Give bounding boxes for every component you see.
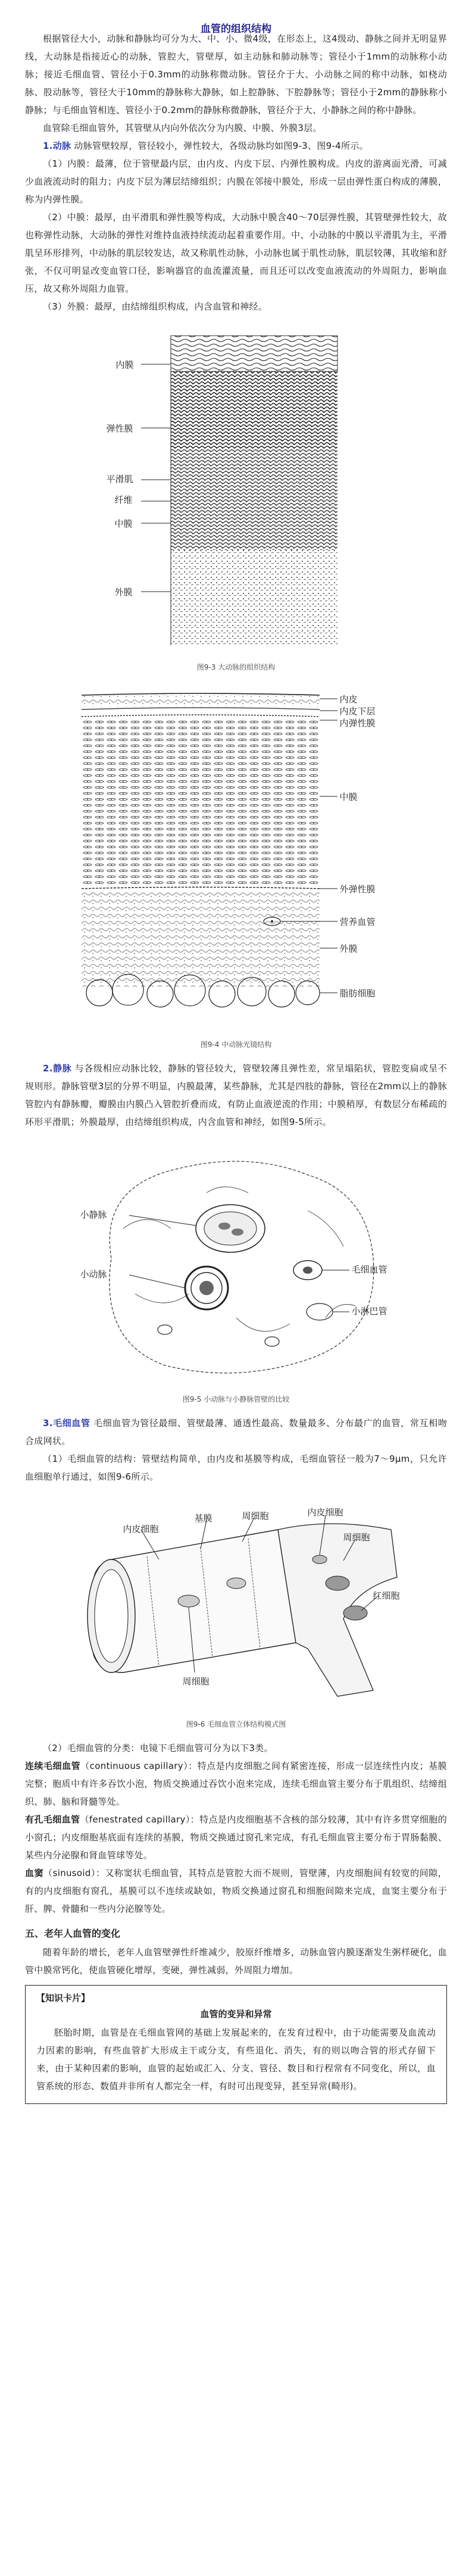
artery-intima: （1）内膜：最薄，位于管壁最内层，由内皮、内皮下层、内弹性膜构成。内皮的游离面光滑，可减少血液流动时的阻力；内皮下层为薄层结缔组织；内膜在邻接中膜处，形成一层由弹性蛋白构成的薄膜，称为内弹性膜。 xyxy=(25,158,447,205)
fig6-label-pericyte-1: 周细胞 xyxy=(242,1511,269,1521)
intro-paragraph: 根据管径大小，动脉和静脉均可分为大、中、小、微4级，在形态上，这4级动、静脉之间并无明显界线，大动脉是指接近心的动脉，管腔大，管壁厚，如主动脉和肺动脉等；管径小于1mm的动脉称小动脉；接近毛细血管、管径小于0.3mm的动脉称微动脉。管径介于大、小动脉之间的称中动脉，如桡动脉、股动脉等，管径大于10mm的静脉称大静脉，如上腔静脉、下腔静脉等；管径小于2mm的静脉称小静脉；与毛细血管相连、管径小于0.2mm的静脉称微静脉，管径介于大、小静脉之间的称中静脉。 xyxy=(25,33,447,115)
fig5-label-capillary: 毛细血管 xyxy=(351,1264,387,1275)
page-title: 血管的组织结构 xyxy=(201,23,271,35)
fig3-label-fiber: 纤维 xyxy=(114,495,133,505)
elderly-paragraph: 随着年龄的增长，老年人血管壁弹性纤维减少，胶原纤维增多，动脉血管内膜逐渐发生粥样硬化，血管中膜常钙化，使血管硬化增厚，变硬，弹性减弱，外周阻力增加。 xyxy=(25,1947,447,1975)
vein-text: 与各级相应动脉比较，静脉的管径较大，管壁较薄且弹性差，常呈塌陷状，管腔变扁或呈不规则形。静脉管壁3层的分界不明显，内膜最薄，某些静脉，尤其是四肢的静脉，管径在2mm以上的静脉管腔内有静脉瓣，瓣膜由内膜凸入管腔折叠而成，有防止血液逆流的作用；中膜稍厚，有数层分布稀疏的环形平滑肌；外膜最厚，由结缔组织构成，内含血管和神经，如图9-5所示。 xyxy=(25,1063,447,1127)
artery-adventitia: （3）外膜：最厚，由结缔组织构成，内含血管和神经。 xyxy=(43,301,268,312)
vein-paragraph xyxy=(25,1059,447,1131)
fig4-label-subendothelium: 内皮下层 xyxy=(339,706,376,717)
knowledge-card xyxy=(25,1985,447,2104)
fig3-label-adventitia: 外膜 xyxy=(114,587,133,598)
figure-9-6 xyxy=(58,1494,415,1732)
fig6-label-red-blood-cell: 红细胞 xyxy=(373,1590,400,1601)
fenestrated-paragraph xyxy=(25,1811,447,1864)
medium-artery-illustration xyxy=(58,683,415,1034)
fig4-caption: 图9-4 中动脉光镜结构 xyxy=(200,1040,272,1049)
continuous-term: 连续毛细血管 xyxy=(25,1761,81,1771)
capillary-heading: 3.毛细血管 xyxy=(43,1418,90,1428)
continuous-paragraph xyxy=(25,1757,447,1811)
capillary-text: 毛细血管为管径最细、管壁最薄、通透性最高、数量最多、分布最广的血管，常互相吻合成网状。 xyxy=(25,1418,448,1446)
large-artery-illustration xyxy=(82,324,391,657)
sinusoid-text: （sinusoid）：又称窦状毛细血管，其特点是管腔大而不规则，管壁薄，内皮细胞间有较宽的间隙，有的内皮细胞有窗孔，基膜可以不连续或缺如，物质交换通过窗孔和细胞间隙来完成，血窦主要分布于肝、脾、骨髓和一些内分泌腺等处。 xyxy=(25,1868,447,1914)
fig4-label-vasa-vasorum: 营养血管 xyxy=(339,917,376,927)
fig3-label-elastic-membrane: 弹性膜 xyxy=(106,423,133,434)
fig4-label-fat-cells: 脂肪细胞 xyxy=(339,988,376,999)
knowledge-card-tag: 【知识卡片】 xyxy=(36,1993,90,2003)
fig3-label-media: 中膜 xyxy=(114,518,133,529)
fig3-label-smooth-muscle: 平滑肌 xyxy=(106,474,133,484)
fenestrated-term: 有孔毛细血管 xyxy=(25,1814,80,1825)
fig4-label-endothelium: 内皮 xyxy=(339,694,358,705)
fig6-label-pericyte-3: 周细胞 xyxy=(182,1676,210,1687)
artery-paragraph xyxy=(25,137,447,155)
figure-9-4 xyxy=(58,683,415,1052)
fenestrated-text: （fenestrated capillary）：特点是内皮细胞基不含核的部分较薄，其中有许多贯穿细胞的小窗孔；内皮细胞基底面有连续的基膜，物质交换通过窗孔来完成，有孔毛细血管主要分布于胃肠黏膜、某些内分泌腺和肾血管球等处。 xyxy=(25,1814,447,1861)
fig3-label-intima: 内膜 xyxy=(115,359,134,370)
knowledge-card-title: 血管的变异和异常 xyxy=(200,2009,272,2019)
artery-media: （2）中膜：最厚，由平滑肌和弹性膜等构成，大动脉中膜含40～70层弹性膜，其管壁弹性较大，故也称弹性动脉，大动脉的弹性对维持血液持续流动起着重要作用。中、小动脉的中膜以平滑肌为主，平滑肌呈环形排列，中动脉的肌层较发达，故又称肌性动脉，小动脉也属于肌性动脉，肌层较薄，其收缩和舒张，不仅可明显改变血管口径，影响器官的血流灌流量，而且还可以改变血液流动的外周阻力，影响血压，故又称外周阻力血管。 xyxy=(25,212,447,294)
vein-heading: 2.静脉 xyxy=(43,1063,72,1074)
figure-9-5 xyxy=(58,1139,415,1407)
sinusoid-term: 血窦 xyxy=(25,1868,44,1878)
elderly-heading: 五、老年人血管的变化 xyxy=(25,1928,121,1939)
continuous-text: （continuous capillary）：特点是内皮细胞之间有紧密连接，形成一层连续性内皮；基膜完整；胞质中有许多吞饮小泡，物质交换通过吞饮小泡来完成，连续毛细血管主要分布于肌组织、结缔组织、肺、脑和肾髓等处。 xyxy=(25,1761,447,1807)
fig4-label-internal-elastic: 内弹性膜 xyxy=(339,718,376,729)
fig5-caption: 图9-5 小动脉与小静脉管壁的比较 xyxy=(182,1395,290,1403)
knowledge-card-text: 胚胎时期，血管是在毛细血管网的基础上发展起来的，在发育过程中，由于功能需要及血流动力因素的影响，有些血管扩大形成主干或分支，有些退化、消失，有的则以吻合管的形式存留下来，由于某种因素的影响，血管的起始或汇入、分支、管径、数目和行程常有不同变化，所以，血管系统的形态、数值并非所有人都完全一样，有时可出现变异，甚至异常(畸形)。 xyxy=(36,2027,436,2092)
fig6-label-endothelial-cell-2: 内皮细胞 xyxy=(307,1507,343,1518)
fig4-label-media: 中膜 xyxy=(339,792,358,802)
fig4-label-external-elastic: 外弹性膜 xyxy=(339,884,376,895)
fig4-label-adventitia: 外膜 xyxy=(339,943,358,954)
artery-text: 动脉管壁较厚，管径较小，弹性较大，各级动脉均如图9-3、图9-4所示。 xyxy=(74,140,368,151)
fig5-label-lymphatic: 小淋巴管 xyxy=(351,1306,387,1317)
fig6-label-pericyte-2: 周细胞 xyxy=(343,1532,370,1543)
fig6-label-endothelial-cell-1: 内皮细胞 xyxy=(123,1524,159,1534)
fig6-caption: 图9-6 毛细血管立体结构模式图 xyxy=(186,1720,286,1728)
fig5-label-venule: 小静脉 xyxy=(80,1209,107,1220)
fig5-label-arteriole: 小动脉 xyxy=(80,1269,107,1280)
capillary-paragraph xyxy=(25,1414,447,1450)
capillary-structure: （1）毛细血管的结构：管壁结构简单，由内皮和基膜等构成，毛细血管径一般为7～9μm，只允许血细胞单行通过，如图9-6所示。 xyxy=(25,1453,447,1482)
fig6-label-basement-membrane: 基膜 xyxy=(194,1513,212,1524)
sinusoid-paragraph xyxy=(25,1864,447,1918)
general-paragraph: 血管除毛细血管外，其管壁从内向外依次分为内膜、中膜、外膜3层。 xyxy=(43,123,322,133)
capillary-3d-illustration xyxy=(58,1494,415,1714)
figure-9-3 xyxy=(82,324,391,675)
capillary-types: （2）毛细血管的分类：电镜下毛细血管可分为以下3类。 xyxy=(43,1743,273,1753)
artery-heading: 1.动脉 xyxy=(43,140,71,151)
fig3-caption: 图9-3 大动脉的组织结构 xyxy=(196,663,276,671)
